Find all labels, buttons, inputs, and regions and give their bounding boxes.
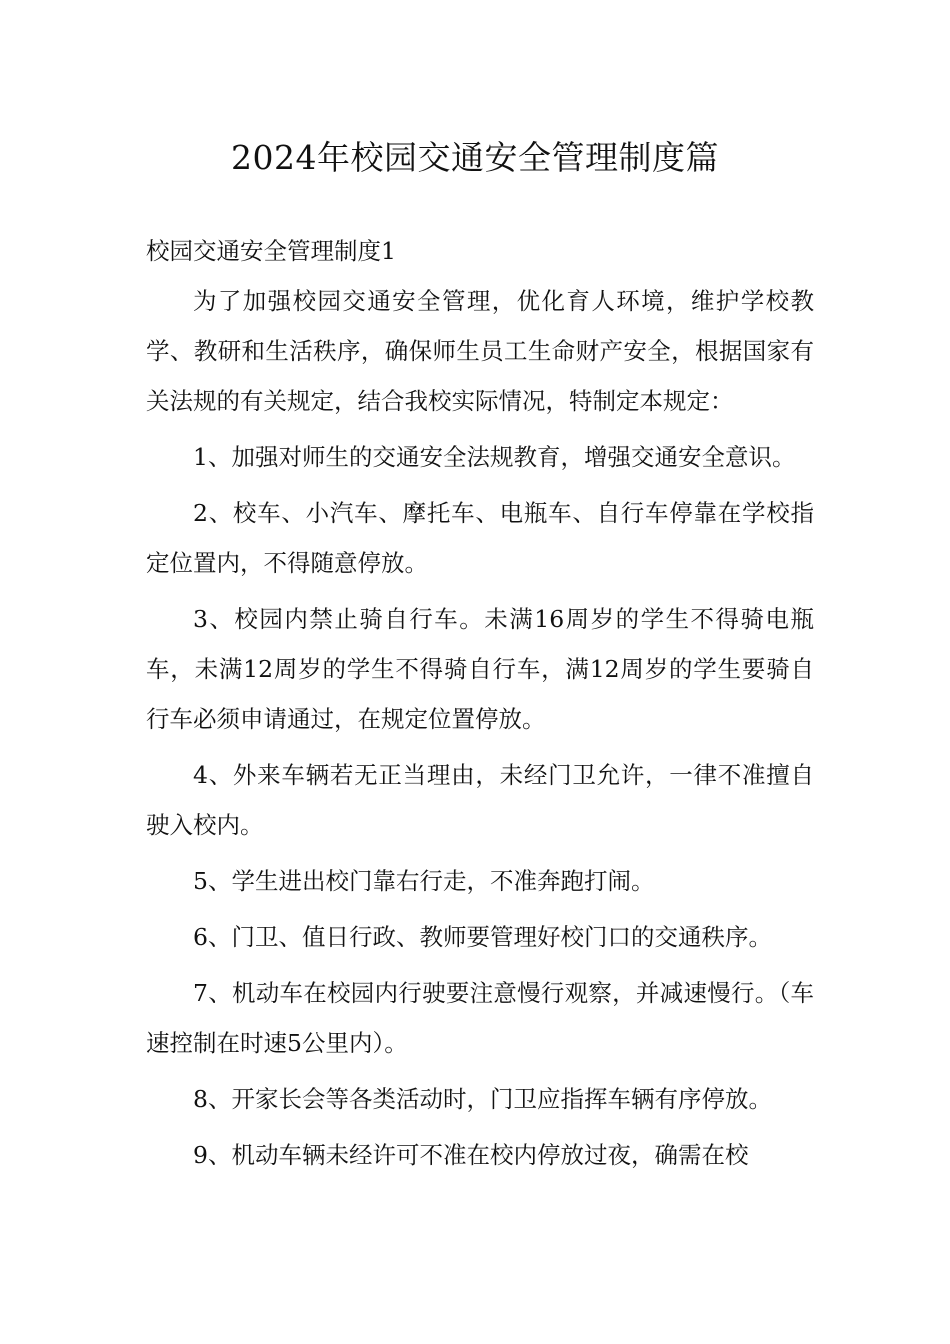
rule-5-paragraph: 5、学生进出校门靠右行走，不准奔跑打闹。 <box>193 867 655 895</box>
intro-paragraph: 为了加强校园交通安全管理，优化育人环境，维护学校教学、教研和生活秩序，确保师生员工生命财产安全，根据国家有关法规的有关规定，结合我校实际情况，特制定本规定： <box>146 287 814 415</box>
section-heading: 校园交通安全管理制度1 <box>146 237 396 265</box>
document-title: 2024年校园交通安全管理制度篇 <box>231 138 719 177</box>
document-body <box>146 226 814 1180</box>
rule-4-paragraph: 4、外来车辆若无正当理由，未经门卫允许，一律不准擅自驶入校内。 <box>146 761 814 839</box>
rule-1-paragraph: 1、加强对师生的交通安全法规教育，增强交通安全意识。 <box>193 443 796 471</box>
rule-8-paragraph: 8、开家长会等各类活动时，门卫应指挥车辆有序停放。 <box>193 1085 772 1113</box>
rule-6-paragraph: 6、门卫、值日行政、教师要管理好校门口的交通秩序。 <box>193 923 772 951</box>
rule-9-paragraph: 9、机动车辆未经许可不准在校内停放过夜，确需在校 <box>193 1141 749 1169</box>
rule-2-paragraph: 2、校车、小汽车、摩托车、电瓶车、自行车停靠在学校指定位置内，不得随意停放。 <box>146 499 814 577</box>
rule-7-paragraph: 7、机动车在校园内行驶要注意慢行观察，并减速慢行。（车速控制在时速5公里内）。 <box>146 979 814 1057</box>
rule-3-paragraph: 3、校园内禁止骑自行车。未满16周岁的学生不得骑电瓶车，未满12周岁的学生不得骑自行车，满12周岁的学生要骑自行车必须申请通过，在规定位置停放。 <box>146 605 814 733</box>
